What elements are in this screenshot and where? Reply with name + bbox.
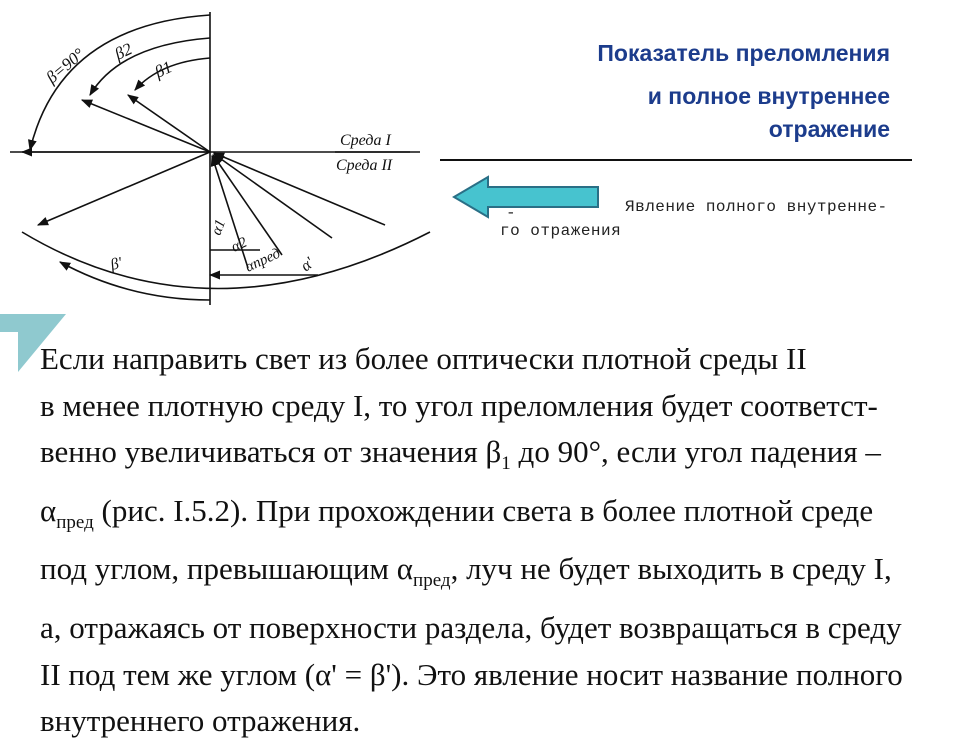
paragraph-line: внутреннего отражения.: [40, 703, 361, 739]
caption-dash: -: [506, 204, 517, 222]
caption-line2: го отражения: [500, 222, 622, 240]
slide-title-line2: и полное внутреннее: [647, 83, 890, 109]
label-alpha-prime: α': [297, 254, 318, 276]
title-divider: [440, 159, 912, 161]
text-run: , луч не будет выходить в среду I,: [450, 551, 892, 587]
paragraph-line: [40, 546, 945, 605]
label-beta2: β2: [111, 39, 136, 64]
text-run: до 90°, если угол падения –: [510, 434, 881, 469]
text-run: под углом, превышающим α: [40, 551, 414, 587]
caption-line1: Явление полного внутренне-: [625, 198, 888, 216]
label-medium-top: Среда I: [340, 132, 391, 149]
paragraph-line: II под тем же углом (α' = β'). Это явление носит название полного: [40, 656, 903, 692]
paragraph-line: а, отражаясь от поверхности раздела, будет возвращаться в среду: [40, 610, 902, 646]
refraction-diagram: [0, 0, 440, 315]
label-beta-90: β=90°: [42, 44, 89, 88]
label-alpha1: α1: [208, 217, 230, 238]
arc-beta-prime: [60, 262, 210, 300]
text-run: (рис. I.5.2). При прохождении света в более плотной среде: [93, 492, 874, 528]
label-alpha2: α2: [228, 234, 250, 256]
paragraph-line: [40, 488, 945, 547]
arc-lower: [22, 232, 430, 289]
label-alpha-crit: αпред: [242, 245, 283, 276]
subscript: пред: [413, 570, 451, 592]
ray-reflected: [38, 152, 210, 225]
label-beta1: β1: [151, 57, 176, 82]
slide-title-line3: отражение: [768, 116, 890, 142]
paragraph-line: Если направить свет из более оптически плотной среды II: [40, 341, 807, 376]
label-beta-prime: β': [108, 254, 125, 274]
paragraph-line: в менее плотную среду I, то угол преломления будет соответст-: [40, 387, 878, 423]
ray-alpha2: [213, 155, 282, 255]
subscript: пред: [56, 511, 94, 533]
text-run: венно увеличиваться от значения β: [40, 434, 502, 469]
slide-title-line1: Показатель преломления: [597, 40, 890, 66]
paragraph-line: [40, 429, 945, 488]
left-arrow-icon: [452, 175, 602, 219]
arc-beta2: [90, 38, 210, 95]
body-paragraph: [40, 336, 945, 745]
text-run: α: [40, 492, 57, 528]
subscript: 1: [501, 453, 511, 475]
label-medium-bottom: Среда II: [336, 157, 393, 174]
